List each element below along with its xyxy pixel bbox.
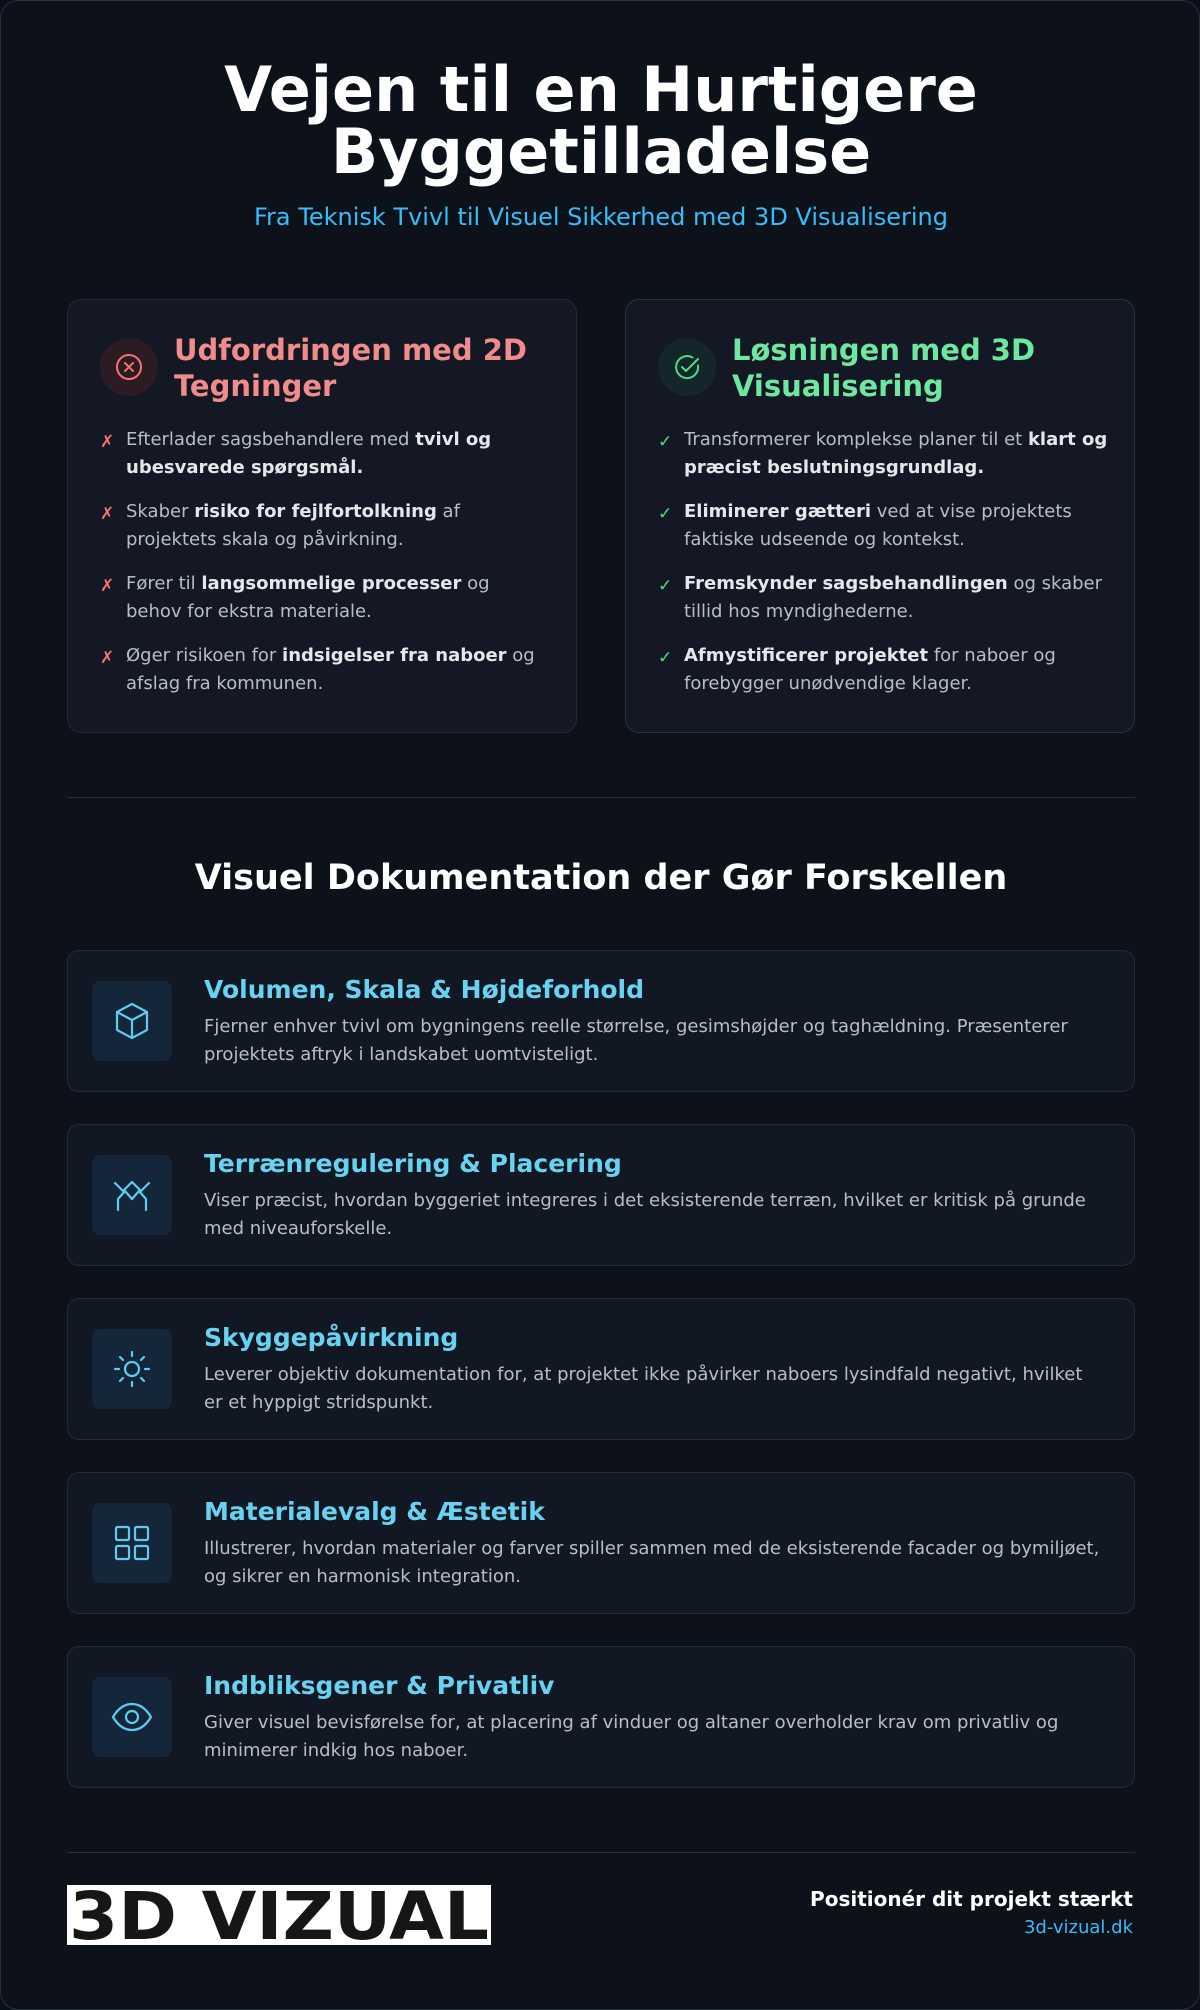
text-part: Efterlader sagsbehandlere med: [126, 429, 416, 450]
text-emphasis: Eliminerer gætteri: [684, 501, 872, 522]
text-emphasis: risiko for fejlfortolkning: [194, 501, 437, 522]
feature-card-volume: [67, 950, 1135, 1092]
feature-description: Leverer objektiv dokumentation for, at projektet ikke påvirker naboers lysindfald negativt, hvilket er et hyppigt stridspunkt.: [204, 1364, 1083, 1413]
page-title: [1, 53, 1200, 188]
solution-header: [658, 332, 1035, 404]
solution-item-text: [684, 642, 1108, 698]
feature-description: Illustrerer, hvordan materialer og farver spiller sammen med de eksisterende facader og bymiljøet, og sikrer en harmonisk integration.: [204, 1538, 1100, 1587]
solution-item: [658, 498, 1108, 570]
cross-icon: ✗: [100, 576, 115, 596]
feature-card-terrain: [67, 1124, 1135, 1266]
text-emphasis: indsigelser fra naboer: [282, 645, 507, 666]
feature-title: Terrænregulering & Placering: [204, 1149, 622, 1178]
solution-item-text: [684, 570, 1108, 626]
challenge-title-line-2: Tegninger: [174, 369, 337, 403]
text-part: Transformerer komplekse planer til et: [684, 429, 1028, 450]
text-part: Fører til: [126, 573, 202, 594]
text-part: og afslag fra kommunen.: [126, 645, 535, 694]
footer-divider: [67, 1852, 1135, 1853]
feature-card-materials: [67, 1472, 1135, 1614]
feature-card-shadow: [67, 1298, 1135, 1440]
challenge-list: [100, 426, 550, 714]
feature-description: Fjerner enhver tvivl om bygningens reelle størrelse, gesimshøjder og taghældning. Præsenterer projektets aftryk i landskabet uomtvisteligt.: [204, 1016, 1068, 1065]
feature-title: Indbliksgener & Privatliv: [204, 1671, 555, 1700]
solution-item-text: [684, 498, 1108, 554]
x-circle-icon: [100, 338, 158, 396]
cross-icon: ✗: [100, 504, 115, 524]
feature-card-privacy: [67, 1646, 1135, 1788]
section-divider: [67, 797, 1135, 798]
challenge-title: [174, 332, 527, 404]
logo-text: 3D VIZUAL: [69, 1885, 489, 1945]
solution-list: [658, 426, 1108, 714]
check-icon: ✓: [658, 432, 673, 452]
challenge-item-text: [126, 426, 550, 482]
challenge-item: [100, 426, 550, 498]
title-line-1: Vejen til en Hurtigere: [224, 53, 978, 126]
solution-item: [658, 570, 1108, 642]
text-part: ved at vise projektets faktiske udseende og kontekst.: [684, 501, 1072, 550]
solution-card: [625, 299, 1135, 733]
solution-item-text: [684, 426, 1108, 482]
solution-title: [732, 332, 1035, 404]
footer-website-link[interactable]: 3d-vizual.dk: [1023, 1917, 1133, 1938]
check-circle-icon: [658, 338, 716, 396]
feature-description: Viser præcist, hvordan byggeriet integreres i det eksisterende terræn, hvilket er kritisk på grunde med niveauforskelle.: [204, 1190, 1086, 1239]
eye-icon: [92, 1677, 172, 1757]
text-emphasis: Fremskynder sagsbehandlingen: [684, 573, 1008, 594]
text-part: og behov for ekstra materiale.: [126, 573, 490, 622]
challenge-header: [100, 332, 527, 404]
section-title: Visuel Dokumentation der Gør Forskellen: [194, 858, 1008, 898]
check-icon: ✓: [658, 576, 673, 596]
cross-icon: ✗: [100, 432, 115, 452]
page-subtitle: Fra Teknisk Tvivl til Visuel Sikkerhed med 3D Visualisering: [253, 203, 948, 231]
grid-icon: [92, 1503, 172, 1583]
text-part: for naboer og forebygger unødvendige klager.: [684, 645, 1056, 694]
text-part: af projektets skala og påvirkning.: [126, 501, 460, 550]
solution-title-line-1: Løsningen med 3D: [732, 333, 1036, 367]
challenge-title-line-1: Udfordringen med 2D: [174, 333, 527, 367]
text-part: og skaber tillid hos myndighederne.: [684, 573, 1103, 622]
text-part: Skaber: [126, 501, 195, 522]
text-emphasis: Afmystificerer projektet: [684, 645, 929, 666]
challenge-item: [100, 570, 550, 642]
challenge-item: [100, 498, 550, 570]
challenge-item-text: [126, 570, 550, 626]
title-line-2: Byggetilladelse: [330, 115, 872, 188]
check-icon: ✓: [658, 504, 673, 524]
text-emphasis: tvivl og ubesvarede spørgsmål.: [126, 429, 492, 478]
footer-tagline: Positionér dit projekt stærkt: [810, 1887, 1133, 1911]
cube-icon: [92, 981, 172, 1061]
challenge-card: [67, 299, 577, 733]
text-emphasis: langsommelige processer: [201, 573, 462, 594]
feature-title: Volumen, Skala & Højdeforhold: [204, 975, 645, 1004]
solution-item: [658, 642, 1108, 714]
solution-item: [658, 426, 1108, 498]
feature-description: Giver visuel bevisførelse for, at placering af vinduer og altaner overholder krav om privatliv og minimerer indkig hos naboer.: [204, 1712, 1059, 1761]
feature-title: Skyggepåvirkning: [204, 1323, 459, 1352]
challenge-item-text: [126, 642, 550, 698]
challenge-item: [100, 642, 550, 714]
brand-logo: [67, 1885, 491, 1945]
cross-icon: ✗: [100, 648, 115, 668]
sun-icon: [92, 1329, 172, 1409]
text-part: Øger risikoen for: [126, 645, 283, 666]
feature-title: Materialevalg & Æstetik: [204, 1497, 545, 1526]
challenge-item-text: [126, 498, 550, 554]
text-emphasis: klart og præcist beslutningsgrundlag.: [684, 429, 1108, 478]
check-icon: ✓: [658, 648, 673, 668]
terrain-icon: [92, 1155, 172, 1235]
solution-title-line-2: Visualisering: [732, 369, 944, 403]
